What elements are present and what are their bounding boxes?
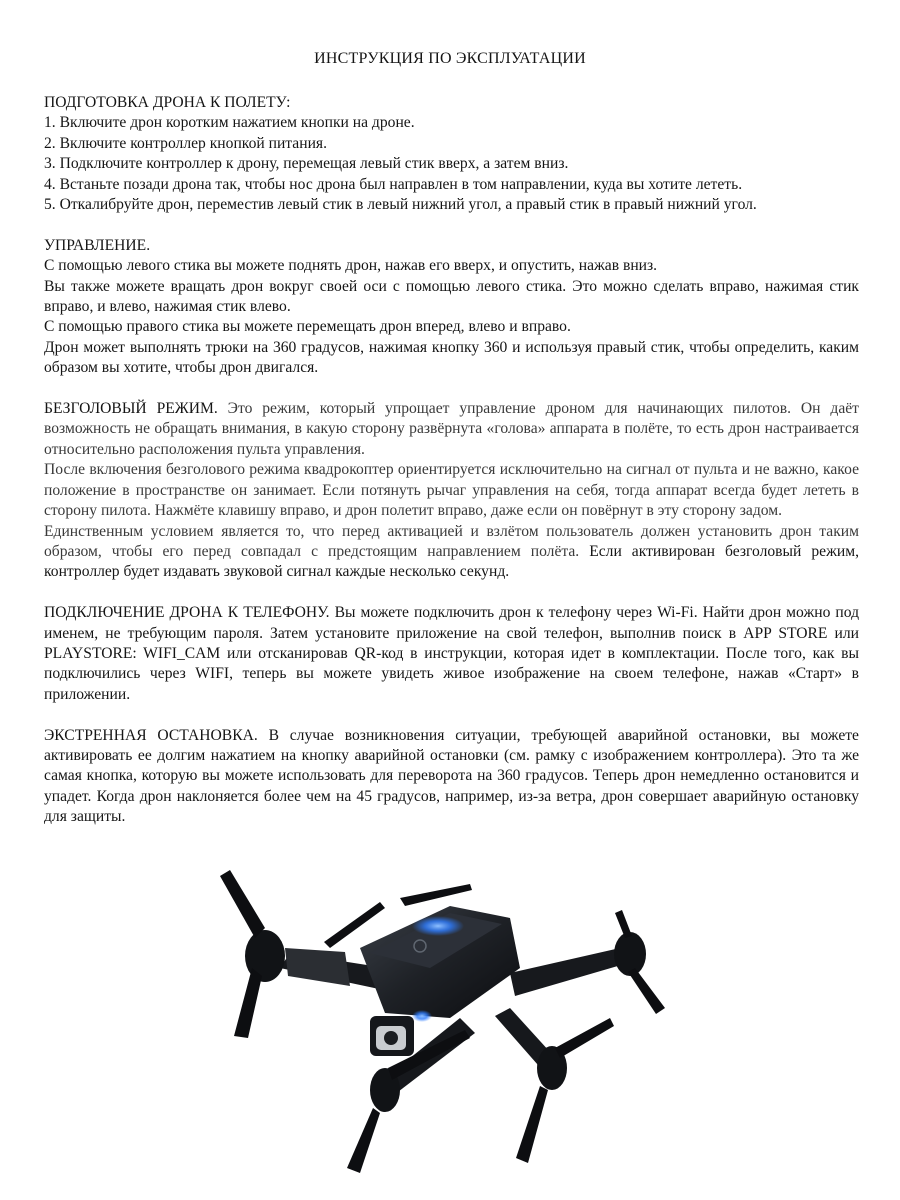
section-heading: ПОДКЛЮЧЕНИЕ ДРОНА К ТЕЛЕФОНУ.	[44, 604, 330, 622]
list-item: 2. Включите контроллер кнопкой питания.	[44, 134, 327, 152]
list-item: 4. Встаньте позади дрона так, чтобы нос дрона был направлен в том направлении, куда вы хотите лететь.	[44, 175, 743, 193]
section-heading: ПОДГОТОВКА ДРОНА К ПОЛЕТУ:	[44, 94, 291, 111]
propeller-blade	[615, 910, 632, 938]
section-heading: ЭКСТРЕННАЯ ОСТАНОВКА.	[44, 726, 258, 744]
propeller-blade	[220, 870, 265, 938]
list-item: 5. Откалибруйте дрон, переместив левый стик в левый нижний угол, а правый стик в правый нижний угол.	[44, 196, 757, 214]
document-body	[44, 93, 859, 848]
section-heading: БЕЗГОЛОВЫЙ РЕЖИМ.	[44, 400, 218, 418]
propeller-blade	[555, 1018, 614, 1058]
paragraph: С помощью левого стика вы можете поднять дрон, нажав его вверх, и опустить, нажав вниз.	[44, 257, 658, 275]
paragraph	[44, 726, 859, 828]
propeller-blade	[628, 968, 665, 1014]
arm-joint	[285, 948, 350, 986]
section-control	[44, 236, 859, 379]
motor	[614, 932, 646, 976]
paragraph	[44, 399, 859, 460]
list-item: 1. Включите дрон коротким нажатием кнопки на дроне.	[44, 114, 415, 132]
section-emergency-stop	[44, 726, 859, 828]
arm-front-right	[510, 948, 628, 996]
led-light	[412, 916, 464, 936]
paragraph: Вы также можете вращать дрон вокруг своей оси с помощью левого стика. Это можно сделать вправо, нажимая стик вправо, и влево, нажимая стик влево.	[44, 277, 859, 316]
page-title: ИНСТРУКЦИЯ ПО ЭКСПЛУАТАЦИИ	[314, 50, 586, 67]
camera-lens-icon	[384, 1031, 398, 1045]
front-led-light	[412, 1010, 432, 1022]
propeller-blade	[400, 884, 472, 906]
propeller-blade	[234, 968, 262, 1038]
paragraph: Дрон может выполнять трюки на 360 градусов, нажимая кнопку 360 и используя правый стик, чтобы определить, каким образом вы хотите, чтобы дрон двигался.	[44, 338, 859, 377]
paragraph-text: Если активирован безголовый режим, контроллер будет издавать звуковой сигнал каждые несколько секунд.	[44, 542, 859, 581]
paragraph-text: Вы можете подключить дрон к телефону через Wi-Fi. Найти дрон можно под именем, не требующим пароля. Затем установите приложение на свой телефон, выполнив поиск в APP STORE или PLAYSTORE: WIFI_CAM или отсканировав QR-код в инструкции, которая идет в комплектации. После того, как вы подключились через WIFI, теперь вы можете увидеть живое изображение на своем телефоне, нажав «Старт» в приложении.	[44, 604, 859, 703]
propeller-blade	[347, 1108, 380, 1173]
paragraph-text: В случае возникновения ситуации, требующей аварийной остановки, вы можете активировать ее долгим нажатием на кнопку аварийной остановки (см. рамку с изображением контроллера). Это та же самая кнопка, которую вы можете использовать для переворота на 360 градусов. Теперь дрон немедленно остановится и упадет. Когда дрон наклоняется более чем на 45 градусов, например, из-за ветра, дрон совершает аварийную остановку для защиты.	[44, 726, 859, 826]
paragraph-text: Это режим, который упрощает управление дроном для начинающих пилотов. Он даёт возможность не обращать внимания, в какую сторону развёрнута «голова» аппарата в полёте, то есть дрон настраивается относительно расположения пульта управления.	[44, 400, 859, 458]
section-preparation	[44, 93, 859, 215]
paragraph	[44, 603, 859, 705]
section-headless	[44, 399, 859, 583]
paragraph: После включения безголового режима квадрокоптер ориентируется исключительно на сигнал от пульта и не важно, какое положение в пространстве он занимает. Если потянуть рычаг управления на себя, тогда аппарат всегда будет лететь в сторону пилота. Нажмёте клавишу вправо, и дрон полетит вправо, даже если он повёрнут в эту сторону задом.	[44, 461, 859, 520]
paragraph-text: Единственным условием является то, что перед активацией и взлётом пользователь должен установить дрон таким образом, чтобы его перед совпадал с предстоящим направлением полёта.	[44, 522, 859, 560]
section-phone-connection	[44, 603, 859, 705]
drone-image	[210, 868, 680, 1178]
paragraph	[44, 522, 859, 583]
propeller-blade	[516, 1086, 548, 1163]
section-heading: УПРАВЛЕНИЕ.	[44, 236, 151, 254]
paragraph: С помощью правого стика вы можете перемещать дрон вперед, влево и вправо.	[44, 318, 571, 336]
list-item: 3. Подключите контроллер к дрону, перемещая левый стик вверх, а затем вниз.	[44, 155, 569, 173]
